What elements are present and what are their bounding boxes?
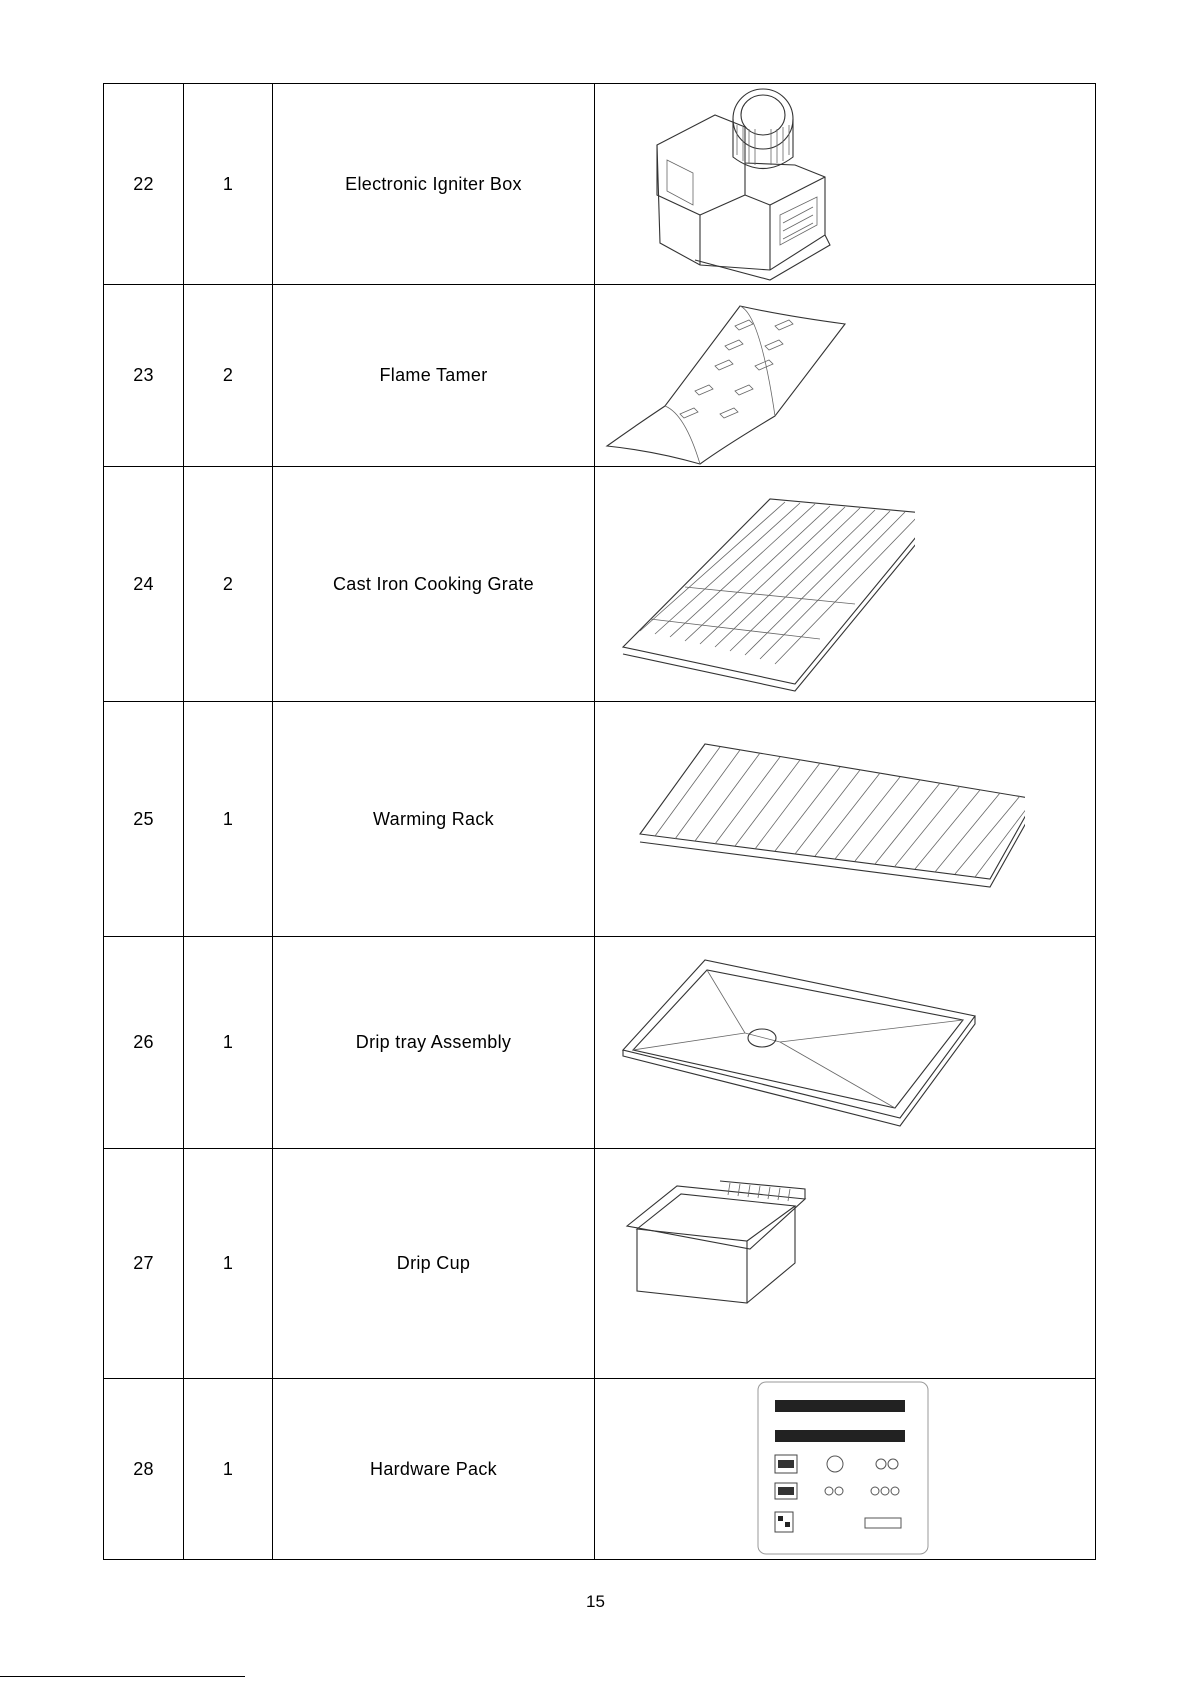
part-image-cell: [595, 1149, 1096, 1379]
table-row: [104, 702, 1096, 937]
part-image-cell: [595, 937, 1096, 1149]
part-number: 24: [104, 467, 184, 702]
part-number: 27: [104, 1149, 184, 1379]
part-image-cell: [595, 702, 1096, 937]
part-description: Warming Rack: [273, 702, 595, 937]
part-description: Electronic Igniter Box: [273, 84, 595, 285]
part-description: Hardware Pack: [273, 1379, 595, 1560]
parts-list-table: [103, 83, 1096, 1560]
part-number: 22: [104, 84, 184, 285]
part-image-cell: [595, 467, 1096, 702]
hardware-pack-drawing: [595, 1380, 1055, 1558]
part-quantity: 1: [184, 1149, 273, 1379]
part-quantity: 1: [184, 702, 273, 937]
part-quantity: 2: [184, 285, 273, 467]
part-description: Flame Tamer: [273, 285, 595, 467]
part-quantity: 1: [184, 937, 273, 1149]
part-description: Cast Iron Cooking Grate: [273, 467, 595, 702]
page-number: 15: [586, 1592, 605, 1611]
drip-tray-drawing: [595, 938, 1025, 1148]
footer-divider: [0, 1676, 245, 1677]
part-quantity: 2: [184, 467, 273, 702]
part-number: 28: [104, 1379, 184, 1560]
warming-rack-drawing: [595, 704, 1025, 934]
flame-tamer-drawing: [595, 286, 875, 466]
table-row: [104, 467, 1096, 702]
table-row: [104, 1379, 1096, 1560]
part-description: Drip Cup: [273, 1149, 595, 1379]
part-number: 23: [104, 285, 184, 467]
part-number: 25: [104, 702, 184, 937]
cooking-grate-drawing: [595, 469, 915, 699]
part-quantity: 1: [184, 84, 273, 285]
drip-cup-drawing: [595, 1151, 855, 1376]
part-quantity: 1: [184, 1379, 273, 1560]
table-row: [104, 84, 1096, 285]
igniter-box-drawing: [595, 85, 875, 283]
part-number: 26: [104, 937, 184, 1149]
table-row: [104, 937, 1096, 1149]
table-row: [104, 285, 1096, 467]
part-image-cell: [595, 1379, 1096, 1560]
table-row: [104, 1149, 1096, 1379]
part-description: Drip tray Assembly: [273, 937, 595, 1149]
part-image-cell: [595, 84, 1096, 285]
part-image-cell: [595, 285, 1096, 467]
